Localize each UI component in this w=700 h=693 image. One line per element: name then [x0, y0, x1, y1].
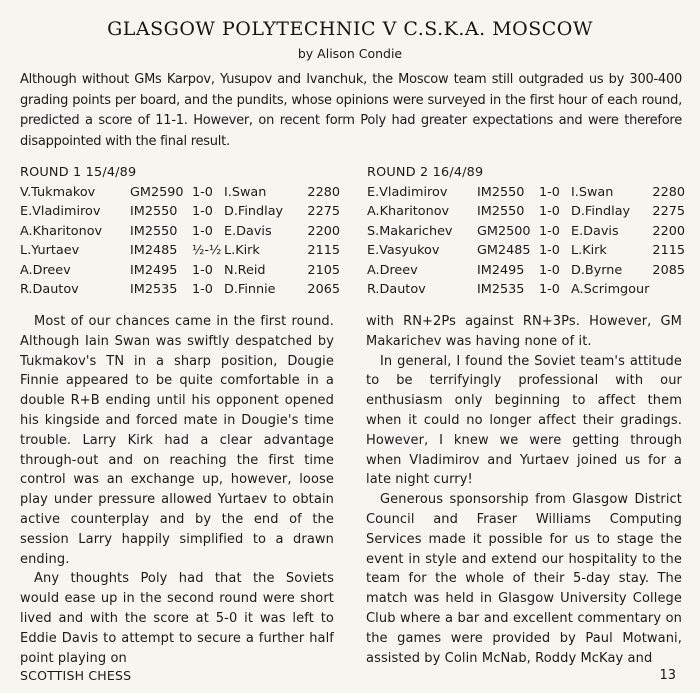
black-rating: 2280 — [652, 184, 685, 200]
paragraph: Most of our chances came in the first round. Although Iain Swan was swiftly despatched by Tukmakov's TN in a sharp position, Dougie Finnie appeared to be quite comfortable in a double R+B ending until his opponent opened his kingside and forced mate in Dougie's time trouble. Larry Kirk had a clear advantage through-out and on reaching the first time control was an exchange up, however, loose play under pressure allowed Yurtaev to obtain active counterplay and by the end of the session Larry happily simplified to a drawn ending. — [20, 314, 334, 567]
black-rating: 2105 — [307, 262, 340, 278]
white-player: E.Vladimirov — [367, 184, 448, 200]
white-rating: IM2485 — [130, 243, 178, 258]
game-row — [20, 202, 340, 222]
game-result: 1-0 — [539, 184, 560, 200]
game-result: 1-0 — [192, 184, 213, 200]
black-rating: 2200 — [652, 223, 685, 239]
white-player: E.Vasyukov — [367, 243, 440, 258]
black-rating — [651, 280, 685, 300]
black-player: L.Kirk — [224, 243, 260, 258]
white-player: A.Kharitonov — [367, 204, 450, 219]
white-rating: IM2495 — [477, 262, 525, 278]
black-rating: 2275 — [652, 204, 685, 219]
white-player: S.Makarichev — [367, 223, 453, 239]
white-rating: IM2535 — [477, 282, 525, 297]
game-row — [367, 261, 685, 281]
black-player: I.Swan — [224, 184, 267, 200]
black-rating: 2275 — [307, 204, 340, 219]
paragraph: Generous sponsorship from Glasgow District Council and Fraser Williams Computing Services made it possible for us to stage the event in style and extend our hospitality to the team for the whole of their 5-day stay. The match was held in Glasgow University College Club where a bar and excellent commentary on the games were provided by Paul Motwani, assisted by Colin McNab, Roddy McKay and — [366, 492, 682, 666]
round-1-results — [20, 163, 340, 300]
white-player: A.Dreev — [367, 262, 418, 278]
body-column-right — [366, 312, 682, 668]
white-rating: IM2495 — [130, 262, 178, 278]
black-player: D.Byrne — [571, 262, 623, 278]
game-result: 1-0 — [539, 243, 560, 258]
black-player: D.Findlay — [571, 204, 631, 219]
black-rating: 2280 — [307, 184, 340, 200]
game-result: 1-0 — [539, 282, 560, 297]
page-number: 13 — [659, 668, 676, 683]
game-result: ½-½ — [192, 243, 222, 258]
black-player: A.Scrimgour — [571, 282, 650, 297]
paragraph: Any thoughts Poly had that the Soviets would ease up in the second round were short lived and with the score at 5-0 it was left to Eddie Davis to attempt to secure a further half point playing on — [20, 571, 334, 666]
white-rating: GM2485 — [477, 243, 531, 258]
body-column-left — [20, 312, 334, 668]
game-row — [367, 183, 685, 203]
game-row — [20, 222, 340, 242]
white-rating: IM2550 — [477, 184, 525, 200]
white-rating: IM2550 — [130, 223, 178, 239]
black-rating: 2085 — [652, 262, 685, 278]
white-rating: IM2550 — [130, 204, 178, 219]
black-rating: 2065 — [307, 282, 340, 297]
white-player: V.Tukmakov — [20, 184, 96, 200]
article-title: GLASGOW POLYTECHNIC V C.S.K.A. MOSCOW — [107, 18, 593, 40]
article-intro: Although without GMs Karpov, Yusupov and Ivanchuk, the Moscow team still outgraded us by 300-400 grading points per board, and the pundits, whose opinions were surveyed in the first hour of each round, predicted a score of 11-1. However, on recent form Poly had greater expectations and were therefore disappointed with the final result. — [20, 72, 682, 149]
game-row — [367, 280, 685, 300]
white-player: A.Kharitonov — [20, 223, 103, 239]
game-result: 1-0 — [539, 204, 560, 219]
white-player: A.Dreev — [20, 262, 71, 278]
game-row — [367, 222, 685, 242]
game-result: 1-0 — [192, 262, 213, 278]
black-player: L.Kirk — [571, 243, 607, 258]
round-2-results — [367, 163, 685, 300]
round-heading: ROUND 2 16/4/89 — [367, 165, 484, 180]
black-rating: 2200 — [307, 223, 340, 239]
game-result: 1-0 — [192, 223, 213, 239]
black-player: E.Davis — [224, 223, 272, 239]
game-result: 1-0 — [539, 262, 560, 278]
game-row — [20, 261, 340, 281]
game-row — [20, 241, 340, 261]
white-rating: IM2535 — [130, 282, 178, 297]
white-player: R.Dautov — [367, 282, 426, 297]
white-player: E.Vladimirov — [20, 204, 101, 219]
black-player: D.Findlay — [224, 204, 284, 219]
game-result: 1-0 — [192, 204, 213, 219]
game-row — [367, 202, 685, 222]
publication-name: SCOTTISH CHESS — [20, 668, 132, 683]
game-row — [20, 280, 340, 300]
white-rating: GM2500 — [477, 223, 531, 239]
white-player: L.Yurtaev — [20, 243, 80, 258]
white-rating: IM2550 — [477, 204, 525, 219]
black-player: D.Finnie — [224, 282, 276, 297]
black-player: I.Swan — [571, 184, 614, 200]
game-result: 1-0 — [192, 282, 213, 297]
game-result: 1-0 — [539, 223, 560, 239]
white-rating: GM2590 — [130, 184, 184, 200]
black-player: N.Reid — [224, 262, 266, 278]
black-rating: 2115 — [307, 243, 340, 258]
round-heading: ROUND 1 15/4/89 — [20, 165, 137, 180]
black-rating: 2115 — [652, 243, 685, 258]
game-row — [367, 241, 685, 261]
article-byline: by Alison Condie — [297, 46, 403, 61]
black-player: E.Davis — [571, 223, 619, 239]
paragraph: with RN+2Ps against RN+3Ps. However, GM Makarichev was having none of it. — [366, 314, 682, 349]
white-player: R.Dautov — [20, 282, 79, 297]
paragraph: In general, I found the Soviet team's attitude to be terrifyingly professional with our enthusiasm only beginning to affect them when it could no longer affect their gradings. However, I knew we were getting through when Vladimirov and Yurtaev joined us for a late night curry! — [366, 353, 682, 488]
game-row — [20, 183, 340, 203]
